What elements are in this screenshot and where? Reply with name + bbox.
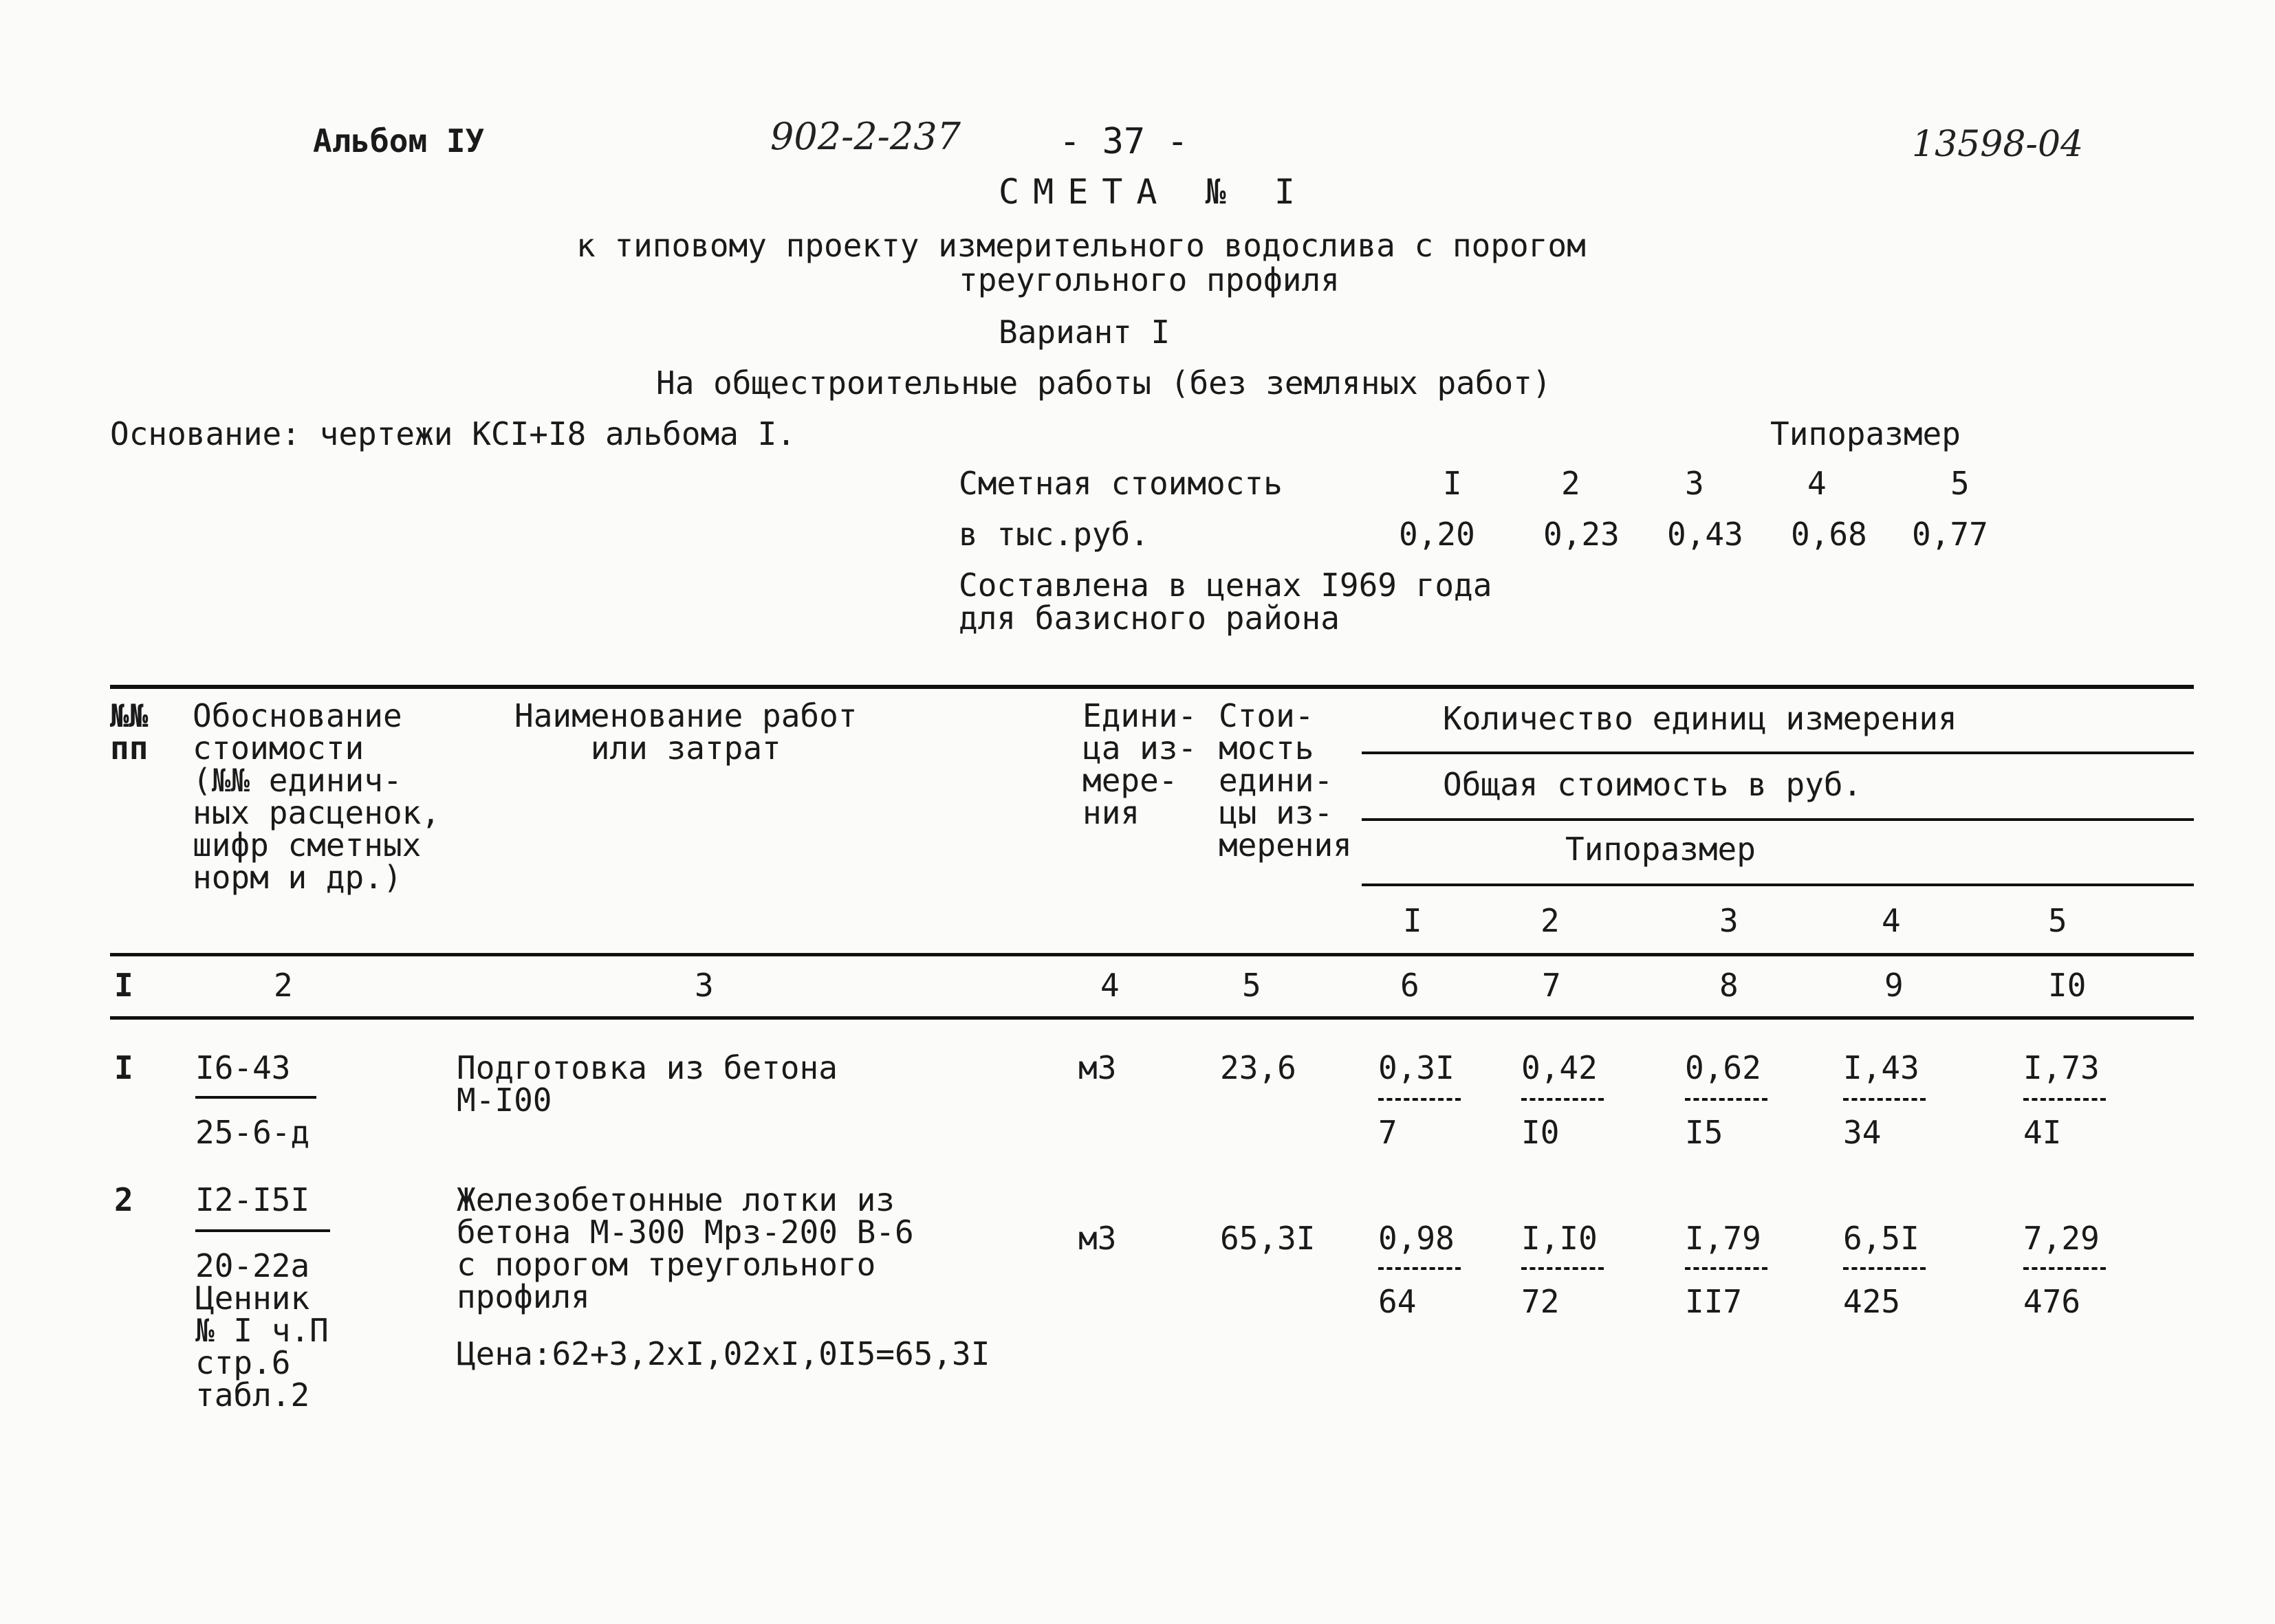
row1-unit: м3 (1078, 1049, 1117, 1086)
header-size-5: 5 (2048, 902, 2067, 939)
estimate-title: СМЕТА № I (999, 172, 1309, 212)
row2-fraction-line-4 (1843, 1267, 1926, 1270)
row2-number: 2 (114, 1181, 133, 1218)
summary-size-1: I (1443, 465, 1462, 502)
colnum-bottom-rule (110, 1016, 2194, 1020)
row1-fraction-line-4 (1843, 1098, 1926, 1101)
column-number-2: 2 (274, 967, 293, 1004)
row2-basis-fraction-line (195, 1229, 330, 1232)
row1-fraction-line-5 (2023, 1098, 2106, 1101)
size-header-rule (1362, 884, 2194, 886)
summary-cost-4: 0,68 (1791, 516, 1867, 553)
page-number: - 37 - (1059, 121, 1188, 162)
row1-unit-cost: 23,6 (1220, 1049, 1296, 1086)
subtitle-line-2: треугольного профиля (959, 261, 1340, 298)
row2-qty-2: I,I0 (1521, 1220, 1598, 1257)
col-header-basis: Обоснование стоимости (№№ единич- ных расценок, шифр сметных норм и др.) (193, 697, 441, 896)
prices-basis-line-1: Составлена в ценах I969 года (959, 567, 1492, 604)
header-size-4: 4 (1882, 902, 1901, 939)
row1-qty-3: 0,62 (1685, 1049, 1761, 1086)
row2-qty-1: 0,98 (1378, 1220, 1455, 1257)
qty-header-rule (1362, 751, 2194, 754)
col-header-total-cost: Общая стоимость в руб. (1443, 766, 1862, 803)
row1-number: I (114, 1049, 133, 1086)
row2-qty-3: I,79 (1685, 1220, 1761, 1257)
column-number-5: 5 (1242, 967, 1261, 1004)
row2-basis-bottom: 20-22а Ценник № I ч.П стр.6 табл.2 (195, 1247, 329, 1414)
estimated-cost-label: Сметная стоимость (959, 465, 1283, 502)
row1-cost-4: 34 (1843, 1114, 1882, 1151)
basis-text: Основание: чертежи КСI+I8 альбома I. (110, 415, 796, 452)
row2-fraction-line-2 (1521, 1267, 1604, 1270)
row1-basis-bottom: 25-6-д (195, 1114, 310, 1151)
row2-fraction-line-5 (2023, 1267, 2106, 1270)
cost-unit-label: в тыс.руб. (959, 516, 1149, 553)
column-number-6: 6 (1400, 967, 1419, 1004)
table-top-rule (110, 685, 2194, 689)
row1-fraction-line-1 (1378, 1098, 1461, 1101)
row1-qty-4: I,43 (1843, 1049, 1919, 1086)
column-number-7: 7 (1542, 967, 1561, 1004)
summary-cost-2: 0,23 (1543, 516, 1620, 553)
summary-size-4: 4 (1807, 465, 1827, 502)
column-number-4: 4 (1100, 967, 1120, 1004)
row2-qty-5: 7,29 (2023, 1220, 2100, 1257)
header-bottom-rule (110, 953, 2194, 956)
scope-label: На общестроительные работы (без земляных работ) (656, 364, 1552, 402)
row1-cost-2: I0 (1521, 1114, 1560, 1151)
header-size-3: 3 (1719, 902, 1739, 939)
column-number-9: 9 (1884, 967, 1904, 1004)
row1-fraction-line-2 (1521, 1098, 1604, 1101)
header-size-1: I (1403, 902, 1422, 939)
col-header-size: Типоразмер (1565, 831, 1756, 868)
col-header-unit-cost: Стои- мость едини- цы из- мерения (1219, 697, 1352, 864)
summary-cost-5: 0,77 (1912, 516, 1988, 553)
row1-qty-5: I,73 (2023, 1049, 2100, 1086)
row1-cost-3: I5 (1685, 1114, 1723, 1151)
col-header-no: №№ пп (110, 697, 149, 767)
row1-qty-2: 0,42 (1521, 1049, 1598, 1086)
col-header-quantity: Количество единиц измерения (1443, 700, 1957, 737)
row2-work-name: Железобетонные лотки из бетона М-300 Мрз-200 В-6 с порогом треугольного профиля (457, 1181, 914, 1315)
row2-cost-3: II7 (1685, 1283, 1743, 1320)
row2-cost-5: 476 (2023, 1283, 2081, 1320)
column-number-8: 8 (1719, 967, 1739, 1004)
prices-basis-line-2: для базисного района (959, 600, 1340, 637)
row2-fraction-line-1 (1378, 1267, 1461, 1270)
subtitle-line-1: к типовому проекту измерительного водослива с порогом (576, 227, 1586, 264)
row2-unit: м3 (1078, 1220, 1117, 1257)
size-label: Типоразмер (1770, 415, 1961, 452)
row2-cost-2: 72 (1521, 1283, 1560, 1320)
header-size-2: 2 (1541, 902, 1560, 939)
variant-label: Вариант I (999, 314, 1171, 351)
row2-fraction-line-3 (1685, 1267, 1767, 1270)
summary-size-3: 3 (1685, 465, 1704, 502)
summary-size-2: 2 (1561, 465, 1580, 502)
row1-cost-1: 7 (1378, 1114, 1397, 1151)
row2-price-note: Цена:62+3,2хI,02хI,0I5=65,3I (457, 1335, 990, 1372)
row2-cost-4: 425 (1843, 1283, 1901, 1320)
total-header-rule (1362, 818, 2194, 821)
col-header-work-name: Наименование работ или затрат (514, 697, 858, 767)
column-number-10: I0 (2048, 967, 2087, 1004)
row2-qty-4: 6,5I (1843, 1220, 1919, 1257)
row2-basis-top: I2-I5I (195, 1181, 310, 1218)
row2-unit-cost: 65,3I (1220, 1220, 1316, 1257)
row1-fraction-line-3 (1685, 1098, 1767, 1101)
project-number: 902-2-237 (770, 115, 961, 158)
summary-cost-1: 0,20 (1399, 516, 1475, 553)
archive-number: 13598-04 (1912, 124, 2084, 165)
col-header-unit: Едини- ца из- мере- ния (1082, 697, 1197, 831)
row2-cost-1: 64 (1378, 1283, 1417, 1320)
row1-work-name: Подготовка из бетона М-I00 (457, 1049, 838, 1119)
album-label: Альбом IУ (313, 122, 485, 160)
column-number-1: I (114, 967, 133, 1004)
row1-basis-fraction-line (195, 1096, 316, 1099)
row1-cost-5: 4I (2023, 1114, 2062, 1151)
row1-basis-top: I6-43 (195, 1049, 291, 1086)
column-number-3: 3 (695, 967, 714, 1004)
summary-cost-3: 0,43 (1667, 516, 1743, 553)
summary-size-5: 5 (1950, 465, 1970, 502)
row1-qty-1: 0,3I (1378, 1049, 1455, 1086)
